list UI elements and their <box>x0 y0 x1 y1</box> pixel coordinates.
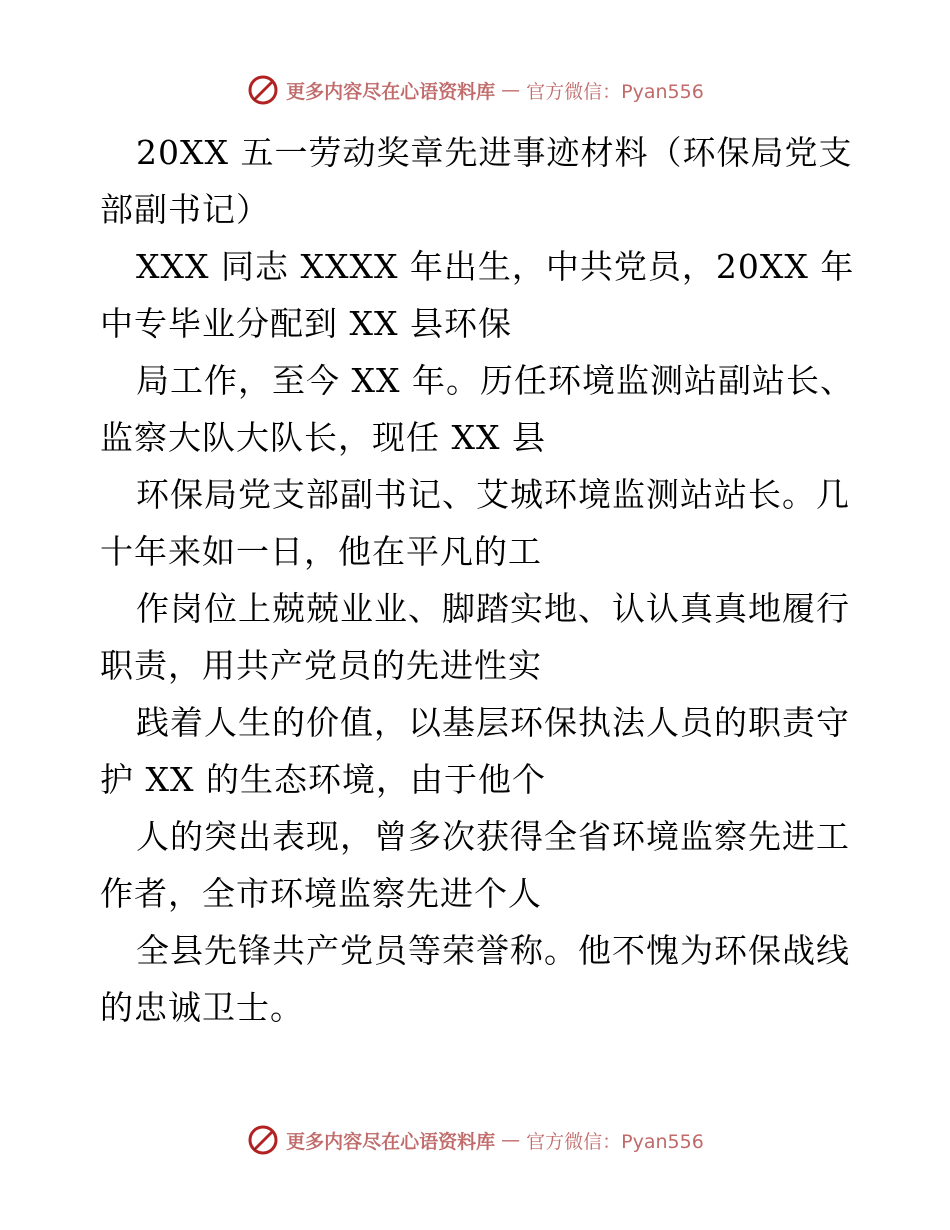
footer-site-text: 更多内容尽在心语资料库 <box>286 1130 496 1153</box>
quill-seal-icon <box>246 1123 280 1157</box>
footer-separator: — <box>501 1129 521 1151</box>
document-paragraph: 全县先锋共产党员等荣誉称。他不愧为环保战线的忠诚卫士。 <box>100 931 850 1027</box>
document-paragraph: 作岗位上兢兢业业、脚踏实地、认认真真地履行职责，用共产党员的先进性实 <box>100 589 850 685</box>
header-wechat-text: 官方微信：Pyan556 <box>526 80 704 103</box>
document-title-paragraph: 20XX 五一劳动奖章先进事迹材料（环保局党支部副书记） <box>100 133 853 229</box>
document-paragraph: 环保局党支部副书记、艾城环境监测站站长。几十年来如一日，他在平凡的工 <box>100 475 850 571</box>
document-paragraph: XXX 同志 XXXX 年出生，中共党员，20XX 年中专毕业分配到 XX 县环保 <box>100 247 855 343</box>
document-body <box>100 124 860 1036</box>
header-watermark-banner <box>0 70 950 110</box>
header-site-text: 更多内容尽在心语资料库 <box>286 80 496 103</box>
quill-seal-icon <box>246 73 280 107</box>
document-paragraph: 人的突出表现，曾多次获得全省环境监察先进工作者，全市环境监察先进个人 <box>100 817 850 913</box>
footer-wechat-text: 官方微信：Pyan556 <box>526 1130 704 1153</box>
document-paragraph: 局工作，至今 XX 年。历任环境监测站副站长、监察大队大队长，现任 XX 县 <box>100 361 854 457</box>
footer-watermark-banner <box>0 1120 950 1160</box>
document-paragraph: 践着人生的价值，以基层环保执法人员的职责守护 XX 的生态环境，由于他个 <box>100 703 850 799</box>
header-separator: — <box>501 79 521 101</box>
